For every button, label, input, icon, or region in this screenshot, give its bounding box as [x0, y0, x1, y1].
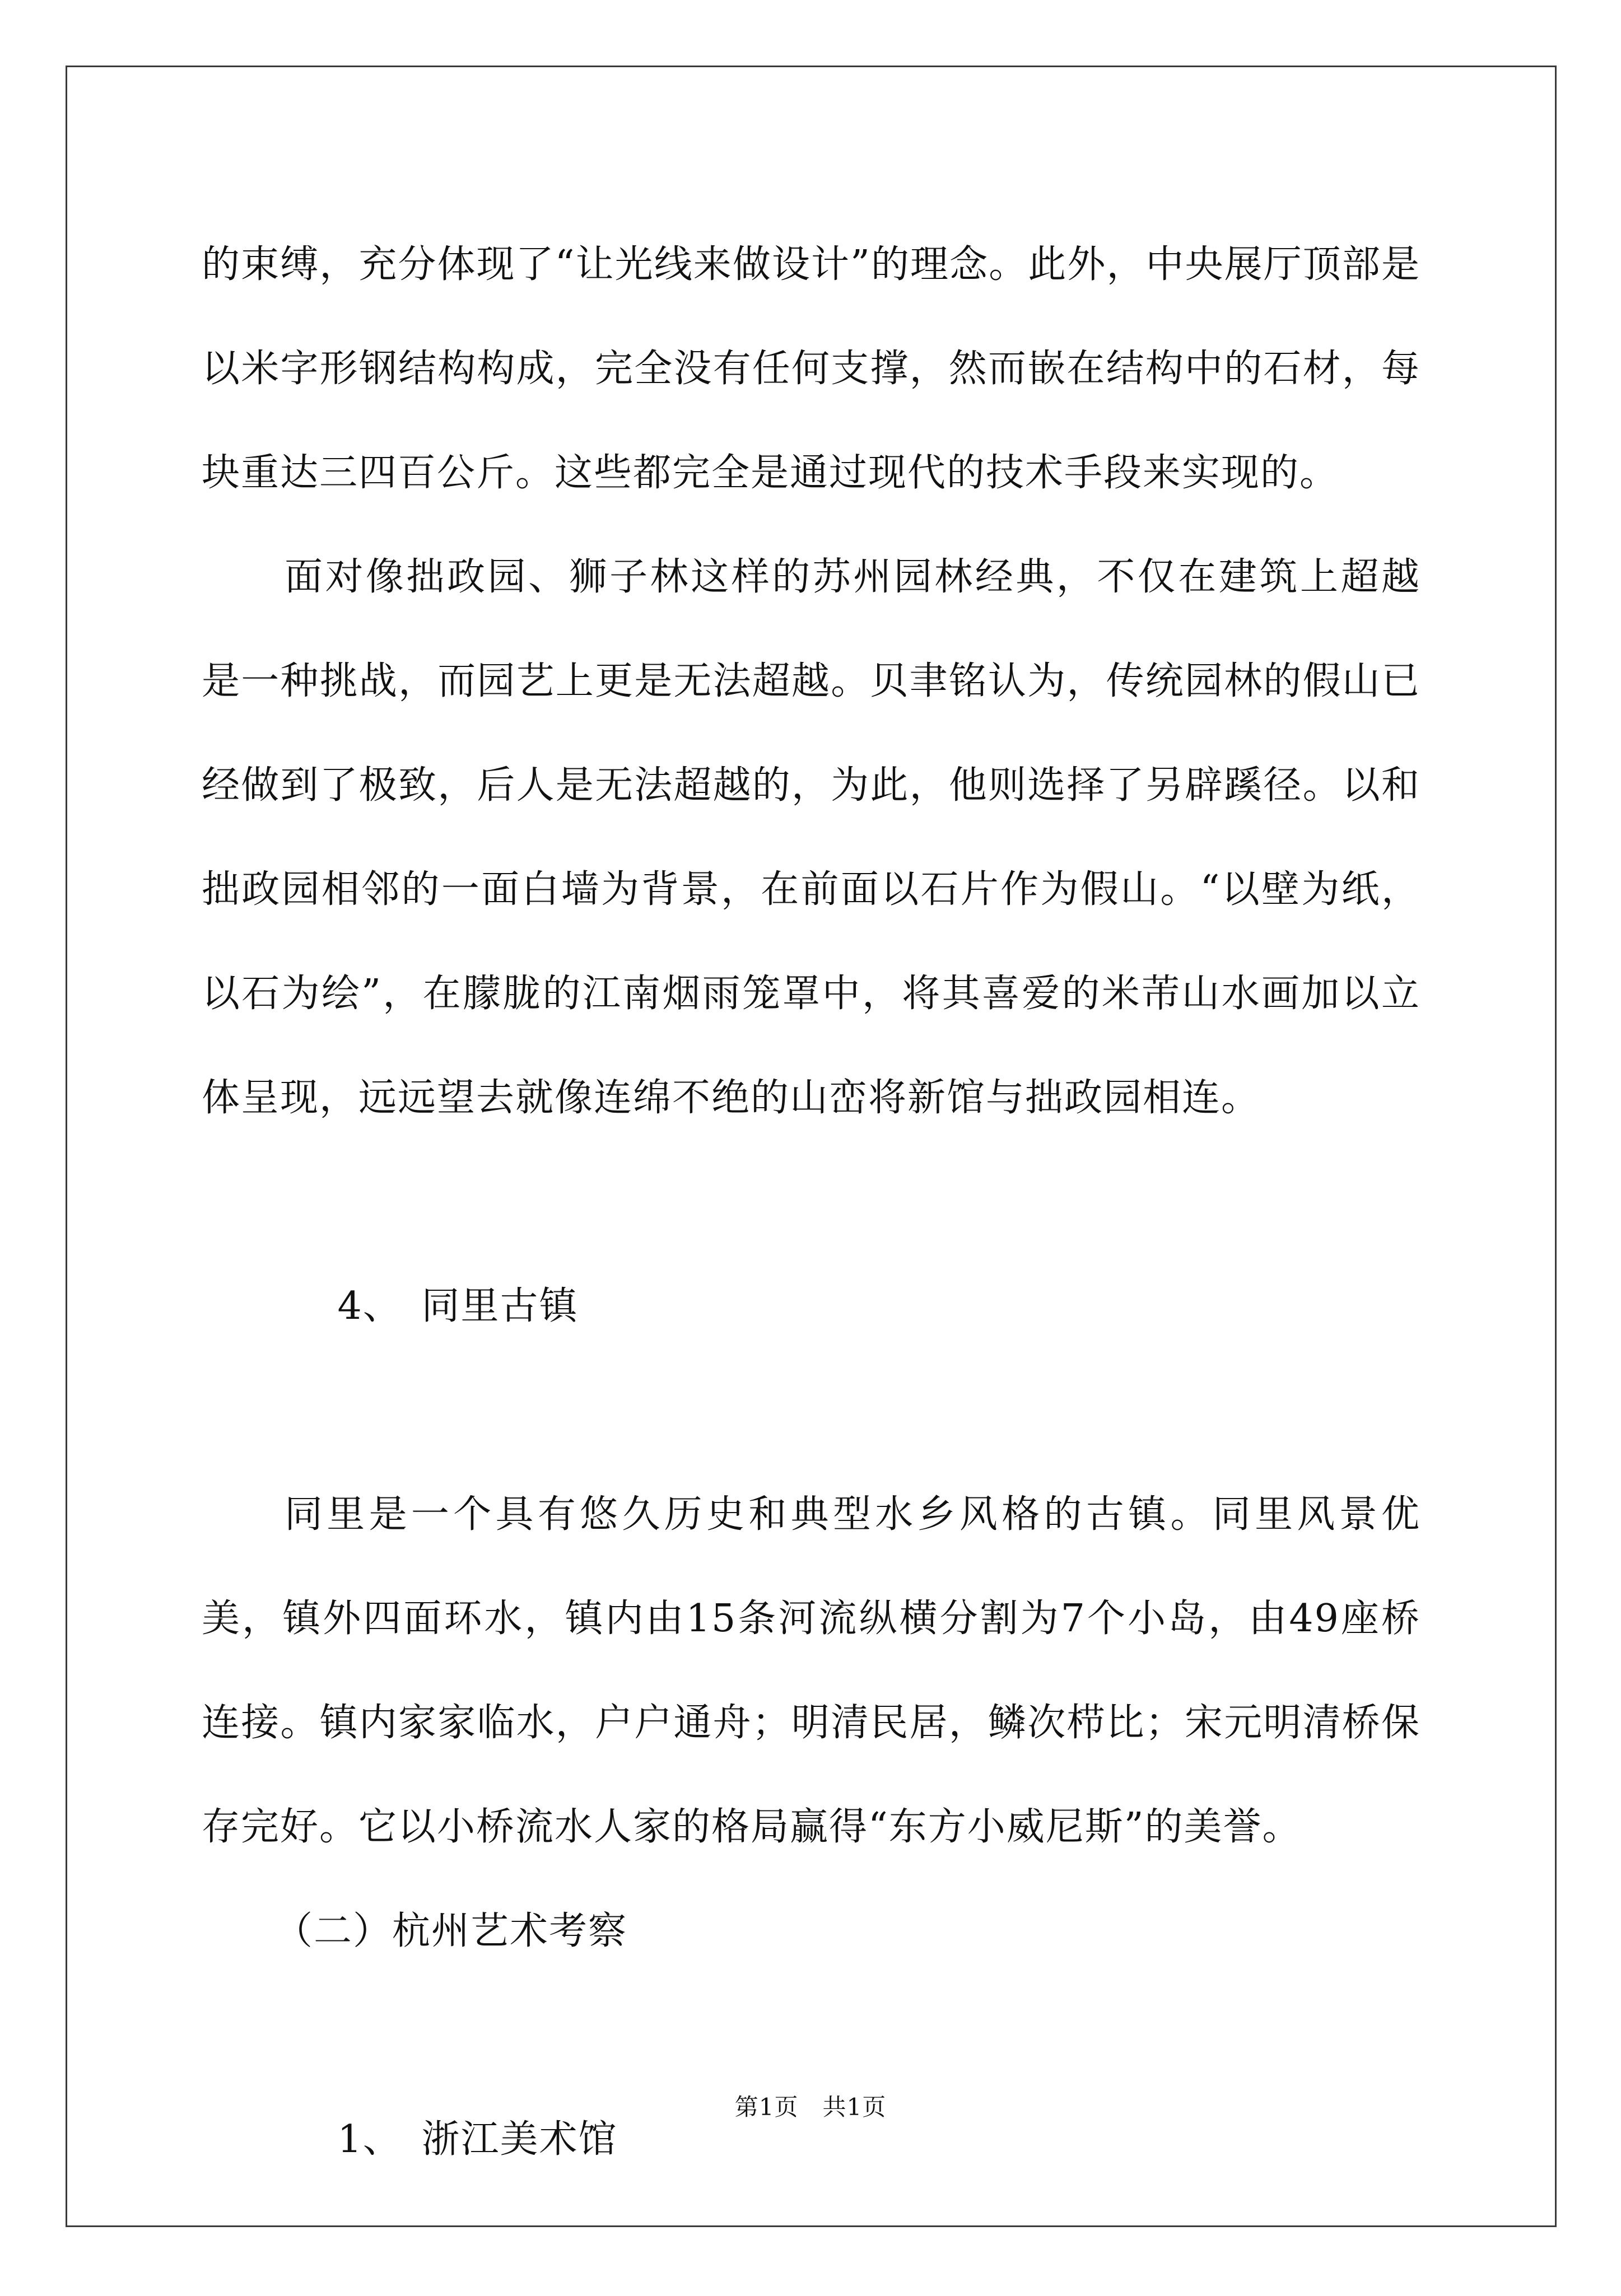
heading-number: 4、	[337, 1284, 402, 1328]
section-heading-hangzhou: （二）杭州艺术考察	[274, 1909, 628, 1953]
heading-zhejiang-art-museum	[202, 1984, 1420, 2296]
heading-number: 1、	[337, 2117, 402, 2162]
paragraph-tongli-description: 同里是一个具有悠久历史和典型水乡风格的古镇。同里风景优美，镇外四面环水，镇内由15条河流纵横分割为7个小岛，由49座桥连接。镇内家家临水，户户通舟；明清民居，鳞次栉比；宋元明清桥保存完好。它以小桥流水人家的格局赢得“东方小威尼斯”的美誉。	[202, 1492, 1420, 1849]
heading-text: 同里古镇	[421, 1284, 579, 1328]
heading-tongli-town	[202, 1150, 1420, 1463]
document-body	[202, 213, 1420, 2296]
paragraph-lighting-design: 的束缚，充分体现了“让光线来做设计”的理念。此外，中央展厅顶部是以米字形钢结构构成，完全没有任何支撑，然而嵌在结构中的石材，每块重达三四百公斤。这些都完全是通过现代的技术手段来实现的。	[202, 242, 1420, 495]
heading-text: 浙江美术馆	[421, 2117, 618, 2162]
page-number-footer: 第1页 共1页	[734, 2093, 887, 2121]
paragraph-garden-rockery: 面对像拙政园、狮子林这样的苏州园林经典，不仅在建筑上超越是一种挑战，而园艺上更是无法超越。贝聿铭认为，传统园林的假山已经做到了极致，后人是无法超越的，为此，他则选择了另辟蹊径。以和拙政园相邻的一面白墙为背景，在前面以石片作为假山。“以壁为纸，以石为绘”，在朦胧的江南烟雨笼罩中，将其喜爱的米芾山水画加以立体呈现，远远望去就像连绵不绝的山峦将新馆与拙政园相连。	[202, 555, 1420, 1120]
